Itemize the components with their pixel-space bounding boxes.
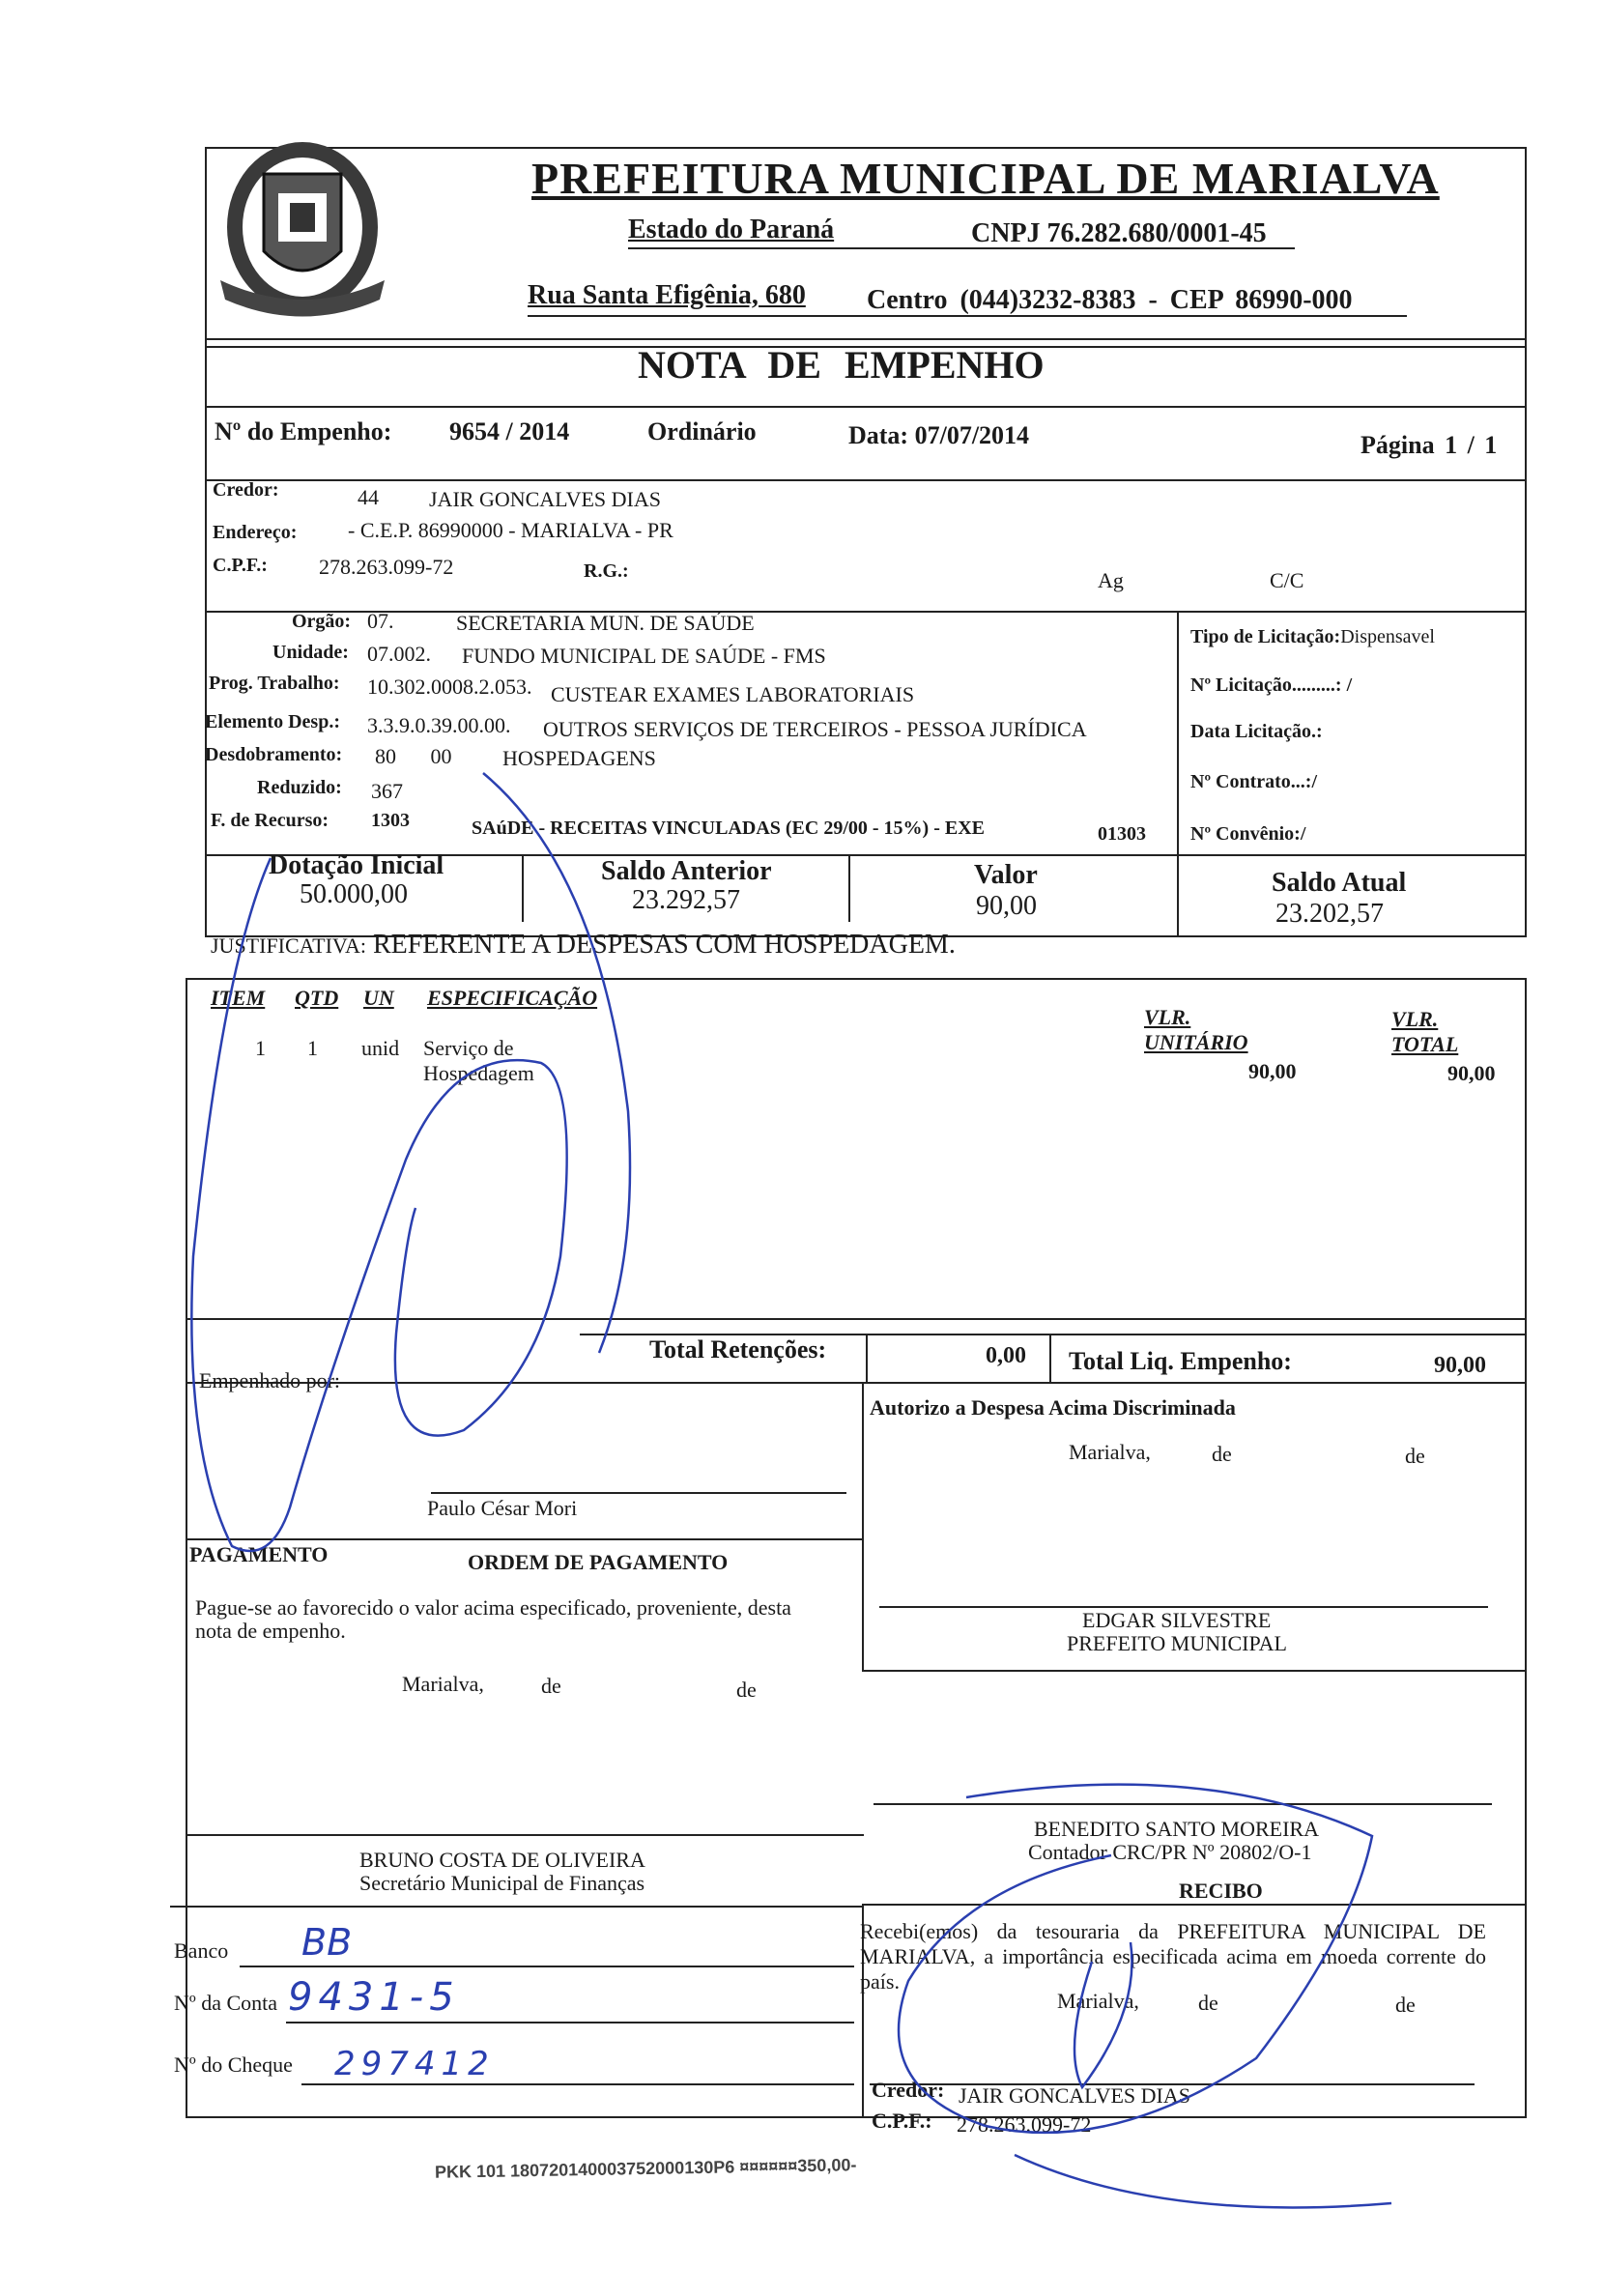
empenhado-bottom (186, 1538, 864, 1540)
valor-label: Valor (974, 860, 1038, 890)
saldo-anterior-value: 23.292,57 (632, 885, 740, 915)
conta-handwritten: 9431-5 (288, 1975, 460, 2020)
conta-label: Nº da Conta (174, 1991, 278, 2015)
banco-label: Banco (174, 1938, 229, 1963)
contador-sig-line (874, 1803, 1492, 1805)
recibo-credor: JAIR GONCALVES DIAS (959, 2083, 1190, 2108)
ordem-title: ORDEM DE PAGAMENTO (468, 1550, 729, 1574)
autorizo-de-1: de (1212, 1442, 1232, 1466)
state-name: Estado do Paraná (628, 215, 835, 244)
liq-label: Total Liq. Empenho: (1069, 1347, 1292, 1375)
row-total: 90,00 (1447, 1061, 1496, 1085)
convenio: Nº Convênio:/ (1190, 823, 1306, 845)
empenho-label: Nº do Empenho: (215, 417, 392, 445)
liq-value: 90,00 (1434, 1353, 1486, 1378)
contador-title: Contador CRC/PR Nº 20802/O-1 (1028, 1840, 1312, 1864)
sig-vdiv (862, 1382, 864, 1672)
address-underline (528, 315, 1407, 317)
col-unit: VLR. UNITÁRIO (1144, 1005, 1248, 1054)
address: Rua Santa Efigênia, 680 (528, 280, 806, 310)
empenhado-sig-line (431, 1492, 846, 1494)
desdobramento: 80 00 (375, 744, 452, 768)
banco-handwritten: BB (301, 1921, 353, 1964)
recibo-title: RECIBO (1179, 1879, 1263, 1903)
row-unit: 90,00 (1248, 1059, 1297, 1083)
credor-name: JAIR GONCALVES DIAS (429, 487, 661, 511)
row-spec: Serviço de Hospedagem (423, 1036, 534, 1085)
budget-divider (1177, 611, 1179, 856)
district-phone-cep: Centro (044)3232-8383 - CEP 86990-000 (867, 285, 1353, 315)
empenho-type: Ordinário (647, 417, 757, 445)
recibo-de-1: de (1198, 1991, 1218, 2015)
ag-label: Ag (1098, 568, 1124, 592)
prog-label: Prog. Trabalho: (209, 673, 340, 694)
prog-name: CUSTEAR EXAMES LABORATORIAIS (551, 682, 915, 706)
items-table (186, 978, 1527, 1320)
row-item: 1 (255, 1036, 266, 1060)
financas-bottom (170, 1906, 864, 1908)
orgao-name: SECRETARIA MUN. DE SAÚDE (456, 611, 755, 635)
empenho-date: Data: 07/07/2014 (848, 421, 1030, 449)
prefeito-name: EDGAR SILVESTRE (1082, 1608, 1272, 1632)
prefeito-bottom (862, 1670, 1527, 1672)
elemento-name: OUTROS SERVIÇOS DE TERCEIROS - PESSOA JURÍDICA (543, 717, 1087, 741)
saldo-anterior-label: Saldo Anterior (601, 856, 772, 886)
col-total: VLR. TOTAL (1391, 1007, 1459, 1056)
recibo-text: Recebi(emos) da tesouraria da PREFEITURA MUNICIPAL DE MARIALVA, a importância especificada acima em moeda corrente do país. (860, 1919, 1486, 1994)
doc-title: NOTA DE EMPENHO (638, 343, 1045, 387)
elemento-label: Elemento Desp.: (205, 711, 340, 732)
bal-div-2 (848, 854, 850, 922)
dotacao-label: Dotação Inicial (269, 850, 444, 880)
elemento: 3.3.9.0.39.00.00. (367, 713, 511, 737)
cpf-label: C.P.F.: (213, 555, 268, 576)
retencoes-label: Total Retenções: (649, 1335, 827, 1363)
footer-stamp: PKK 101 180720140003752000130P6 ¤¤¤¤¤¤350,00- (434, 2155, 857, 2182)
col-spec: ESPECIFICAÇÃO (427, 986, 598, 1010)
recibo-cpf: 278.263.099-72 (957, 2112, 1092, 2137)
page-number: Página 1 / 1 (1361, 431, 1498, 459)
creditor-box (205, 479, 1527, 613)
autorizo-de-2: de (1405, 1444, 1425, 1468)
autorizo-text: Autorizo a Despesa Acima Discriminada (870, 1395, 1236, 1420)
col-un: UN (363, 986, 394, 1010)
row-un: unid (361, 1036, 400, 1060)
unidade: 07.002. (367, 642, 431, 666)
financas-title: Secretário Municipal de Finanças (359, 1871, 645, 1895)
unidade-label: Unidade: (272, 642, 349, 663)
contador-name: BENEDITO SANTO MOREIRA (1034, 1817, 1319, 1841)
pagamento-de-2: de (736, 1678, 757, 1702)
financas-sig-line (186, 1834, 864, 1836)
row-qtd: 1 (307, 1036, 318, 1060)
desdobramento-name: HOSPEDAGENS (502, 746, 656, 770)
cnpj: CNPJ 76.282.680/0001-45 (971, 218, 1267, 248)
empenhado-label: Empenhado por: (199, 1368, 341, 1392)
prefeitura-title: PREFEITURA MUNICIPAL DE MARIALVA (531, 154, 1440, 203)
licitacao-numero: Nº Licitação.........: / (1190, 674, 1353, 696)
endereco-label: Endereço: (213, 522, 298, 543)
cheque-handwritten: 297412 (334, 2045, 495, 2083)
empenho-number: 9654 / 2014 (449, 417, 570, 445)
pagamento-de-1: de (541, 1674, 561, 1698)
conta-line (286, 2022, 854, 2023)
tot-div-2 (1049, 1334, 1051, 1384)
endereco: - C.E.P. 86990000 - MARIALVA - PR (348, 518, 673, 542)
totals-row (186, 1318, 1527, 1384)
banco-line (240, 1966, 854, 1967)
recibo-top (862, 1904, 1527, 1906)
pagamento-label: PAGAMENTO (189, 1542, 329, 1566)
financas-name: BRUNO COSTA DE OLIVEIRA (359, 1848, 645, 1872)
recibo-credor-label: Credor: (872, 2078, 945, 2102)
empenhado-name: Paulo César Mori (427, 1496, 578, 1520)
autorizo-place: Marialva, (1069, 1440, 1151, 1464)
bal-div-1 (522, 854, 524, 922)
col-qtd: QTD (295, 986, 339, 1010)
recibo-place: Marialva, (1057, 1989, 1139, 2013)
justificativa (211, 930, 956, 961)
reduzido: 367 (371, 779, 403, 803)
recibo-cpf-label: C.P.F.: (872, 2109, 932, 2133)
prog: 10.302.0008.2.053. (367, 674, 532, 699)
recurso: 1303 (371, 810, 410, 831)
rg-label: R.G.: (584, 560, 629, 582)
cheque-label: Nº do Cheque (174, 2052, 293, 2077)
licitacao-tipo-value: Dispensavel (1340, 626, 1435, 647)
cheque-line (301, 2083, 854, 2085)
reduzido-label: Reduzido: (257, 777, 342, 798)
orgao-label: Orgão: (292, 611, 352, 632)
bal-div-3 (1177, 854, 1179, 937)
retencoes-value: 0,00 (986, 1343, 1026, 1368)
justificativa-text: REFERENTE A DESPESAS COM HOSPEDAGEM. (372, 930, 956, 960)
cpf: 278.263.099-72 (319, 555, 454, 579)
saldo-atual-label: Saldo Atual (1272, 868, 1407, 898)
recurso-name: SAúDE - RECEITAS VINCULADAS (EC 29/00 - 15%) - EXE (472, 818, 985, 839)
desdobramento-label: Desdobramento: (205, 744, 343, 765)
cc-label: C/C (1270, 568, 1304, 592)
justificativa-label: JUSTIFICATIVA: (211, 933, 366, 958)
credor-label: Credor: (213, 479, 279, 501)
contrato: Nº Contrato...:/ (1190, 771, 1318, 792)
recibo-de-2: de (1395, 1993, 1416, 2017)
pagamento-place: Marialva, (402, 1672, 484, 1696)
col-item: ITEM (211, 986, 266, 1010)
licitacao-tipo-label: Tipo de Licitação: (1190, 626, 1341, 647)
valor-value: 90,00 (976, 891, 1037, 921)
credor-code: 44 (358, 485, 379, 509)
recurso-code: 01303 (1098, 823, 1146, 845)
tot-div-1 (866, 1334, 868, 1384)
recurso-label: F. de Recurso: (211, 810, 329, 831)
dotacao-value: 50.000,00 (300, 879, 408, 909)
prefeito-title: PREFEITO MUNICIPAL (1067, 1631, 1287, 1655)
licitacao-data: Data Licitação.: (1190, 721, 1323, 742)
unidade-name: FUNDO MUNICIPAL DE SAÚDE - FMS (462, 644, 826, 668)
municipal-seal-logo (211, 135, 394, 329)
pagamento-text: Pague-se ao favorecido o valor acima especificado, proveniente, desta nota de empenho. (195, 1595, 791, 1643)
orgao: 07. (367, 609, 394, 633)
saldo-atual-value: 23.202,57 (1275, 899, 1384, 929)
licitacao-tipo (1190, 626, 1435, 648)
